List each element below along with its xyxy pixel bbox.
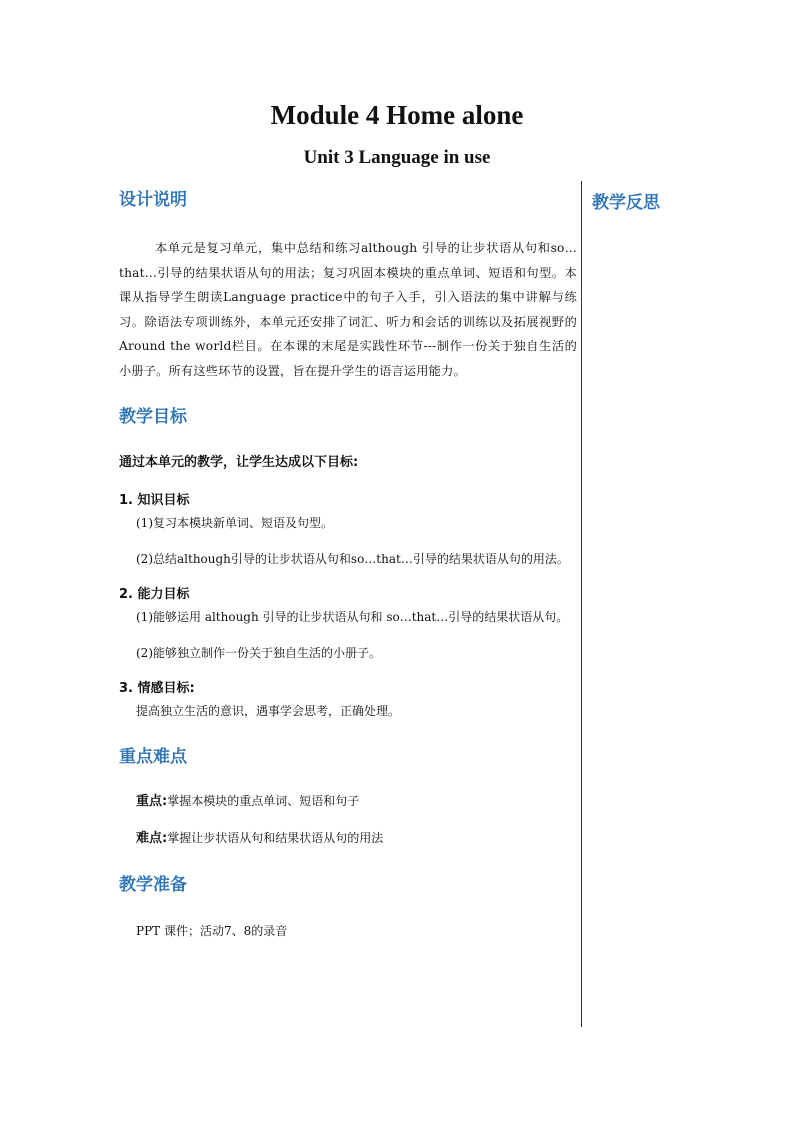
emotion-item-1: 提高独立生活的意识，遇事学会思考，正确处理。 — [136, 704, 401, 718]
preparation-heading: 教学准备 — [119, 875, 187, 895]
column-divider — [581, 181, 582, 1027]
knowledge-label: 1. 知识目标 — [119, 493, 190, 508]
objectives-intro: 通过本单元的教学，让学生达成以下目标: — [119, 455, 359, 470]
difficulty-label: 难点: — [136, 831, 168, 846]
focus-label: 重点: — [136, 794, 168, 809]
knowledge-item-2: (2)总结although引导的让步状语从句和so…that…引导的结果状语从句的用法。 — [136, 552, 569, 566]
design-paragraph: 本单元是复习单元，集中总结和练习although 引导的让步状语从句和so…that…引导的结果状语从句的用法；复习巩固本模块的重点单词、短语和句型。本课从指导学生朗读Language practice中的句子入手，引入语法的集中讲解与练习。除语法专项训练外，本单元还安排了词汇、听力和会话的训练以及拓展视野的Around the world栏目。在本课的末尾是实践性环节---制作一份关于独自生活的小册子。所有这些环节的设置，旨在提升学生的语言运用能力。 — [119, 241, 577, 378]
preparation-text: PPT 课件；活动7、8的录音 — [136, 924, 288, 938]
page-subtitle: Unit 3 Language in use — [303, 147, 491, 168]
ability-label: 2. 能力目标 — [119, 587, 190, 602]
design-heading: 设计说明 — [119, 190, 187, 210]
main-column — [119, 188, 577, 941]
ability-item-1: (1)能够运用 although 引导的让步状语从句和 so…that…引导的结果状语从句。 — [136, 610, 569, 624]
reflection-heading: 教学反思 — [592, 193, 660, 213]
difficulty-text: 掌握让步状语从句和结果状语从句的用法 — [167, 831, 384, 845]
page-title: Module 4 Home alone — [270, 100, 524, 130]
focus-text: 掌握本模块的重点单词、短语和句子 — [167, 794, 360, 808]
difficulty-line — [119, 828, 577, 849]
ability-item-2: (2)能够独立制作一份关于独自生活的小册子。 — [136, 646, 381, 660]
objectives-heading: 教学目标 — [119, 407, 187, 427]
emotion-label: 3. 情感目标: — [119, 681, 195, 696]
keypoints-heading: 重点难点 — [119, 747, 187, 767]
knowledge-item-1: (1)复习本模块新单词、短语及句型。 — [136, 516, 333, 530]
focus-line — [119, 791, 577, 812]
